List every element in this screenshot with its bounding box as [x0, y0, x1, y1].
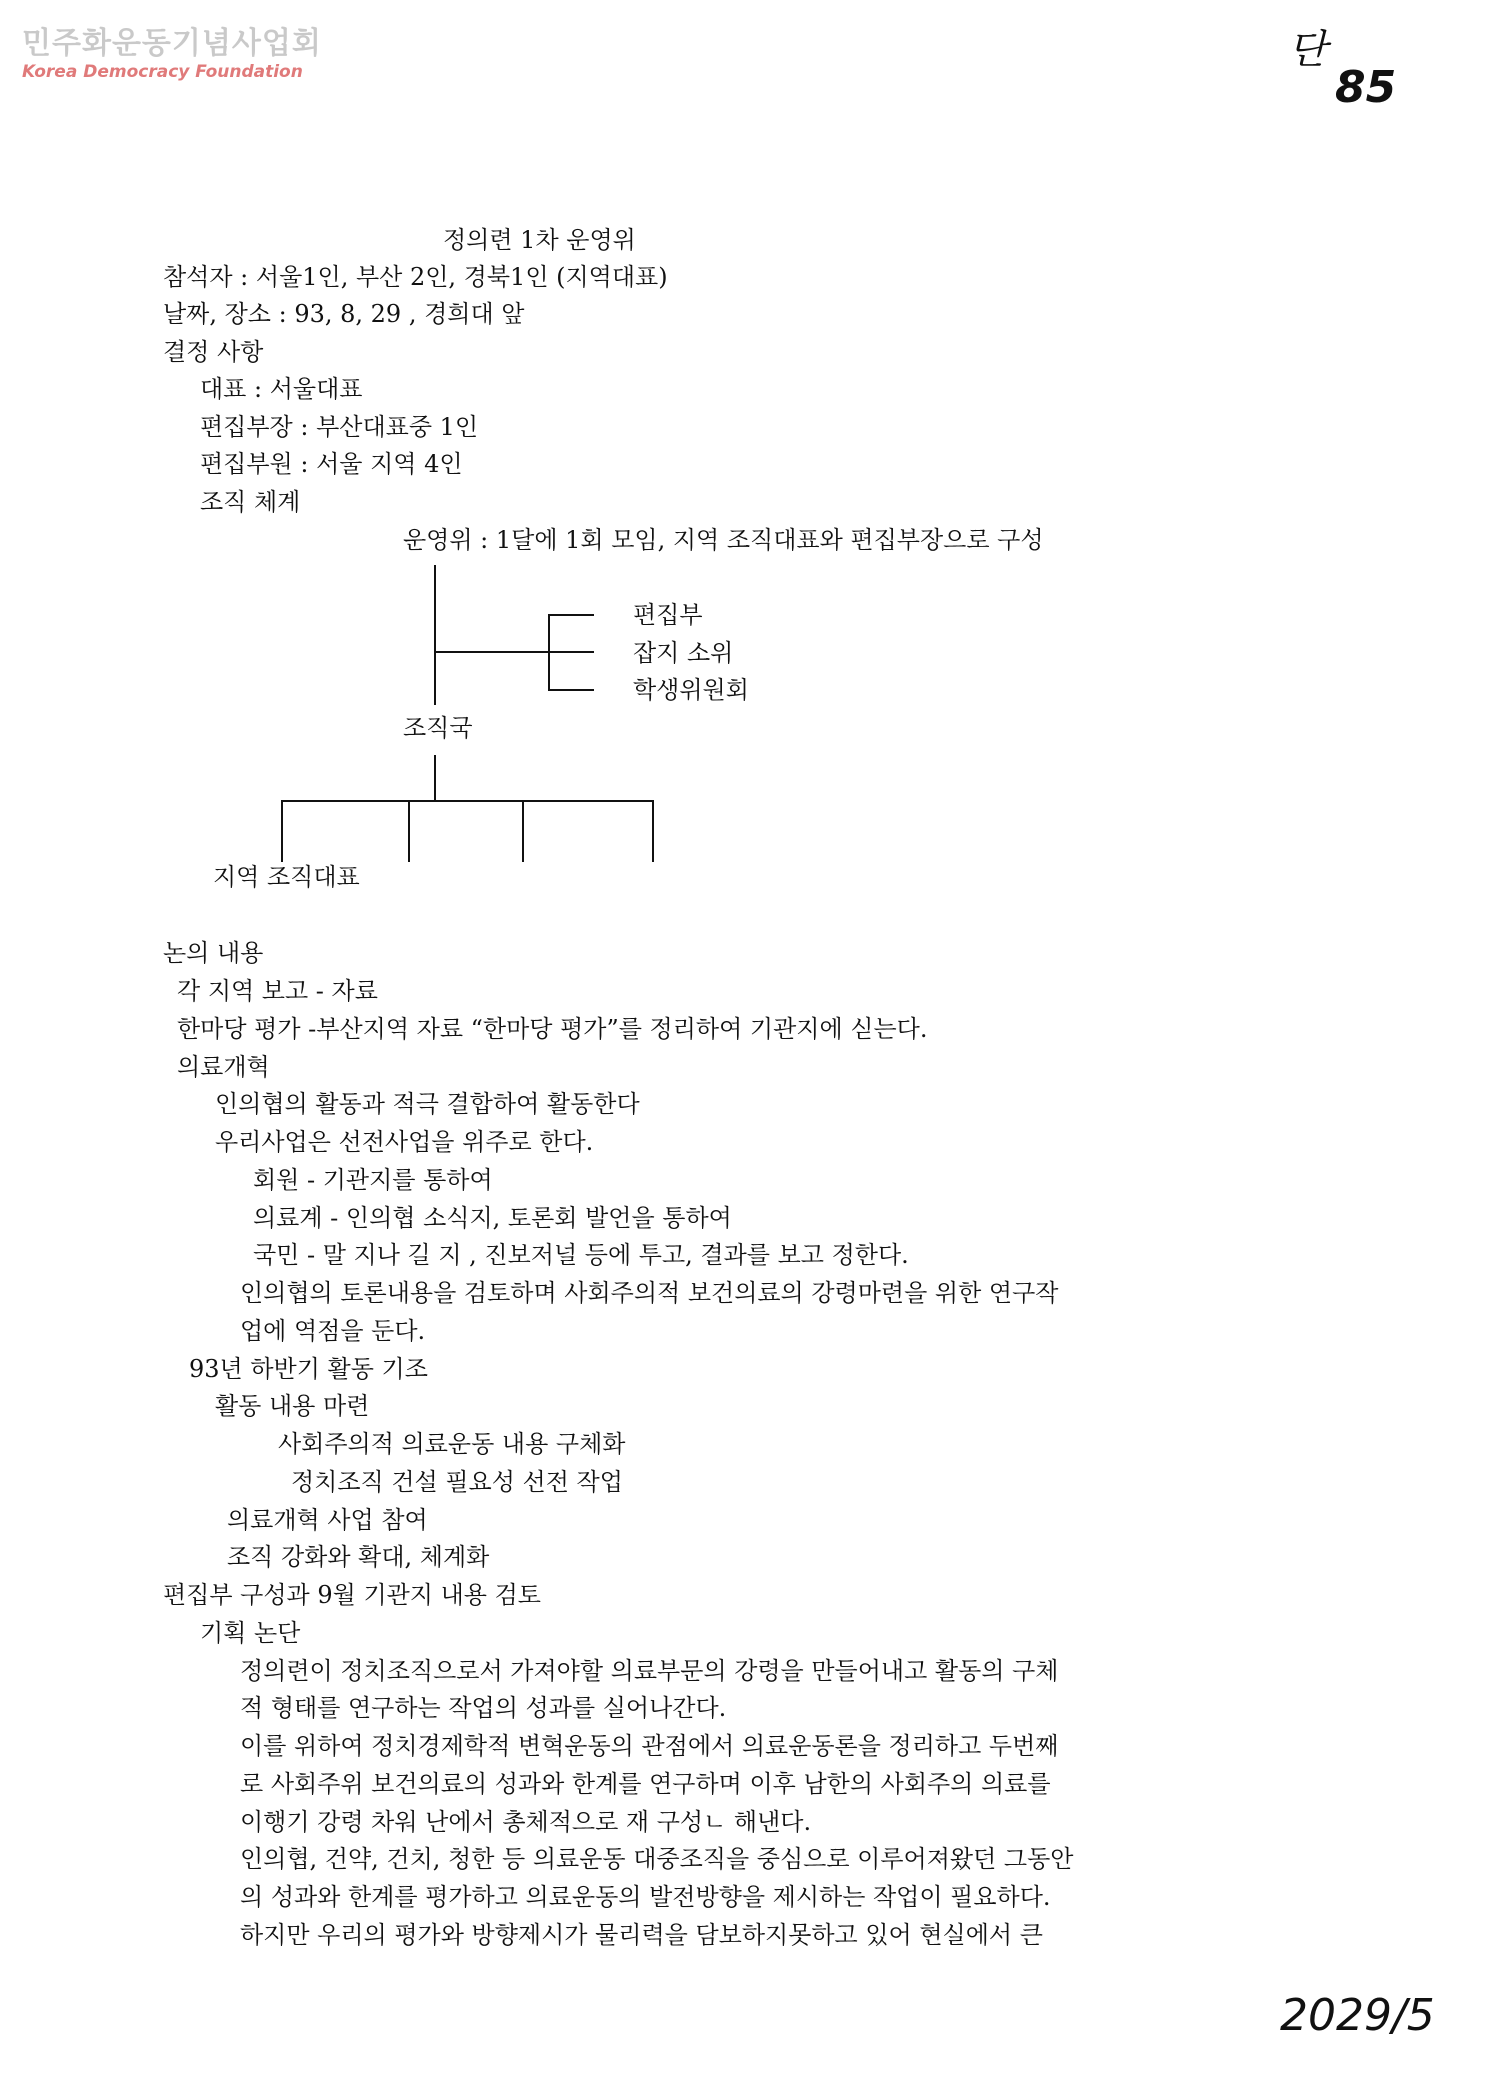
org-chart-line: [522, 800, 524, 862]
org-chart-line: [548, 651, 594, 653]
body-line: 회원 - 기관지를 통하여: [253, 1166, 493, 1194]
body-line: 이를 위하여 정치경제학적 변혁운동의 관점에서 의료운동론을 정리하고 두번째: [240, 1732, 1059, 1760]
body-line: 로 사회주위 보건의료의 성과와 한계를 연구하며 이후 남한의 사회주의 의료를: [240, 1770, 1051, 1798]
org-chart-line: [548, 614, 594, 616]
handwritten-mark-top-2: 85: [1335, 62, 1397, 113]
body-line: 한마당 평가 -부산지역 자료 “한마당 평가”를 정리하여 기관지에 싣는다.: [177, 1015, 928, 1043]
body-line: 93년 하반기 활동 기조: [189, 1355, 428, 1383]
handwritten-mark-top-1: 단: [1288, 27, 1327, 73]
body-line: 국민 - 말 지나 길 지 , 진보저널 등에 투고, 결과를 보고 정한다.: [253, 1241, 909, 1269]
decisions-heading: 결정 사항: [163, 338, 264, 366]
foundation-logo-korean: 민주화운동기념사업회: [22, 26, 322, 61]
body-line: 의료계 - 인의협 소식지, 토론회 발언을 통하여: [253, 1204, 732, 1232]
org-chart-bottom-node: 지역 조직대표: [213, 863, 360, 891]
discussion-heading: 논의 내용: [163, 939, 264, 967]
body-line: 의 성과와 한계를 평가하고 의료운동의 발전방향을 제시하는 작업이 필요하다.: [240, 1883, 1051, 1911]
body-line: 하지만 우리의 평가와 방향제시가 물리력을 담보하지못하고 있어 현실에서 큰: [240, 1921, 1043, 1949]
org-chart-middle-node: 조직국: [403, 714, 473, 742]
org-chart-line: [434, 755, 436, 802]
attendees-line: 참석자 : 서울1인, 부산 2인, 경북1인 (지역대표): [163, 263, 668, 291]
decision-item: 대표 : 서울대표: [200, 375, 363, 403]
body-line: 각 지역 보고 - 자료: [177, 977, 378, 1005]
org-chart-branch: 잡지 소위: [633, 639, 734, 667]
decision-item: 조직 체계: [200, 488, 301, 516]
org-chart-branch: 학생위원회: [633, 676, 749, 704]
body-line: 활동 내용 마련: [215, 1392, 370, 1420]
foundation-logo-english: Korea Democracy Foundation: [22, 62, 303, 82]
handwritten-mark-bottom: 2029/5: [1280, 1990, 1435, 2041]
body-line: 정치조직 건설 필요성 선전 작업: [291, 1468, 623, 1496]
body-line: 이행기 강령 차워 난에서 총체적으로 재 구성ㄴ 해낸다.: [240, 1808, 812, 1836]
decision-item: 편집부장 : 부산대표중 1인: [200, 413, 479, 441]
org-chart-line: [281, 800, 283, 862]
org-chart-top-node: 운영위 : 1달에 1회 모임, 지역 조직대표와 편집부장으로 구성: [403, 526, 1044, 554]
org-chart-line: [434, 651, 550, 653]
body-line: 사회주의적 의료운동 내용 구체화: [278, 1430, 626, 1458]
body-line: 적 형태를 연구하는 작업의 성과를 실어나간다.: [240, 1694, 727, 1722]
body-line: 편집부 구성과 9월 기관지 내용 검토: [163, 1581, 541, 1609]
body-line: 기획 논단: [200, 1619, 301, 1647]
body-line: 인의협의 활동과 적극 결합하여 활동한다: [215, 1090, 640, 1118]
body-line: 업에 역점을 둔다.: [240, 1317, 426, 1345]
decision-item: 편집부원 : 서울 지역 4인: [200, 450, 463, 478]
body-line: 의료개혁 사업 참여: [227, 1506, 428, 1534]
body-line: 조직 강화와 확대, 체계화: [227, 1543, 490, 1571]
org-chart-line: [408, 800, 410, 862]
body-line: 의료개혁: [177, 1053, 270, 1081]
body-line: 인의협, 건약, 건치, 청한 등 의료운동 대중조직을 중심으로 이루어져왔던 그동안: [240, 1845, 1074, 1873]
org-chart-line: [548, 689, 594, 691]
body-line: 정의련이 정치조직으로서 가져야할 의료부문의 강령을 만들어내고 활동의 구체: [240, 1657, 1059, 1685]
date-place-line: 날짜, 장소 : 93, 8, 29 , 경희대 앞: [163, 300, 525, 328]
org-chart-line: [434, 565, 436, 705]
document-title: 정의련 1차 운영위: [443, 226, 636, 254]
body-line: 인의협의 토론내용을 검토하며 사회주의적 보건의료의 강령마련을 위한 연구작: [240, 1279, 1059, 1307]
org-chart-line: [652, 800, 654, 862]
org-chart-branch: 편집부: [633, 601, 703, 629]
org-chart-line: [281, 800, 654, 802]
body-line: 우리사업은 선전사업을 위주로 한다.: [215, 1128, 594, 1156]
